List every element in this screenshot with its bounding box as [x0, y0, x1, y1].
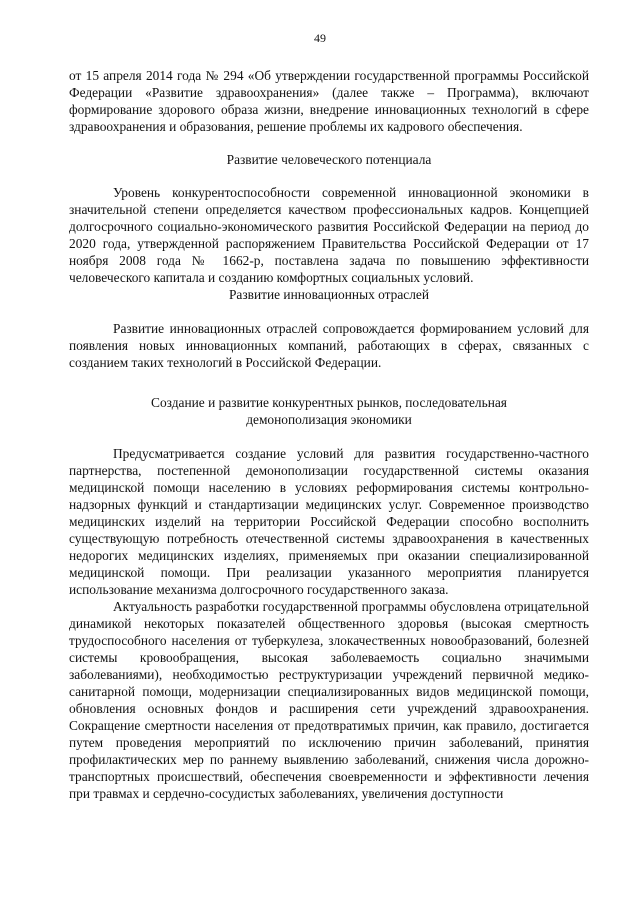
paragraph-innovation: Развитие инновационных отраслей сопровождается формированием условий для появления новых инновационных компаний, работающих в сферах, связанных с созданием таких технологий в Российской Федерации.: [69, 321, 589, 370]
heading-markets: [69, 394, 589, 428]
paragraph-markets: Предусматривается создание условий для развития государственно-частного партнерства, постепенной демонополизации государственной системы оказания медицинской помощи населению в условиях реформирования системы контрольно-надзорных функций и стандартизации медицинских услуг. Современное производство медицинских изделий на территории Российской Федерации способно восполнить существующую потребность отечественной системы здравоохранения в качественных недорогих медицинских изделиях, применяемых при оказании специализированной медицинской помощи. При реализации указанного мероприятия планируется использование механизма долгосрочного государственного заказа.: [69, 446, 589, 597]
paragraph-intro: от 15 апреля 2014 года № 294 «Об утверждении государственной программы Российской Федерации «Развитие здравоохранения» (далее также – Программа), включают формирование здорового образа жизни, внедрение инновационных технологий в сфере здравоохранения и образования, решение проблемы их кадрового обеспечения.: [69, 68, 589, 134]
heading-markets-line2: демонополизация экономики: [246, 412, 412, 427]
page-number: 49: [314, 31, 326, 45]
paragraph-relevance: Актуальность разработки государственной программы обусловлена отрицательной динамикой некоторых показателей общественного здоровья (высокая смертность трудоспособного населения от туберкулеза, злокачественных новообразований, болезней системы кровообращения, высокая заболеваемость социально значимыми заболеваниями), необходимостью реструктуризации учреждений первичной медико-санитарной помощи, модернизации специализированных видов медицинской помощи, обновления основных фондов и расширения сети учреждений здравоохранения. Сокращение смертности населения от предотвратимых причин, как правило, достигается путем проведения мероприятий по исключению причин заболеваний, принятия профилактических мер по раннему выявлению заболеваний, снижения числа дорожно-транспортных происшествий, обеспечения своевременности и эффективности лечения при травмах и сердечно-сосудистых заболеваниях, увеличения доступности: [69, 599, 589, 801]
heading-innovation: Развитие инновационных отраслей: [228, 287, 430, 302]
heading-markets-line1: Создание и развитие конкурентных рынков, последовательная: [151, 395, 507, 410]
heading-human-potential: Развитие человеческого потенциала: [226, 152, 432, 167]
document-body: [69, 67, 589, 802]
paragraph-human-potential: Уровень конкурентоспособности современной инновационной экономики в значительной степени определяется качеством профессиональных кадров. Концепцией долгосрочного социально-экономического развития Российской Федерации на период до 2020 года, утвержденной распоряжением Правительства Российской Федерации от 17 ноября 2008 года № 1662-р, поставлена задача по повышению эффективности человеческого капитала и созданию комфортных социальных условий.: [69, 185, 589, 285]
